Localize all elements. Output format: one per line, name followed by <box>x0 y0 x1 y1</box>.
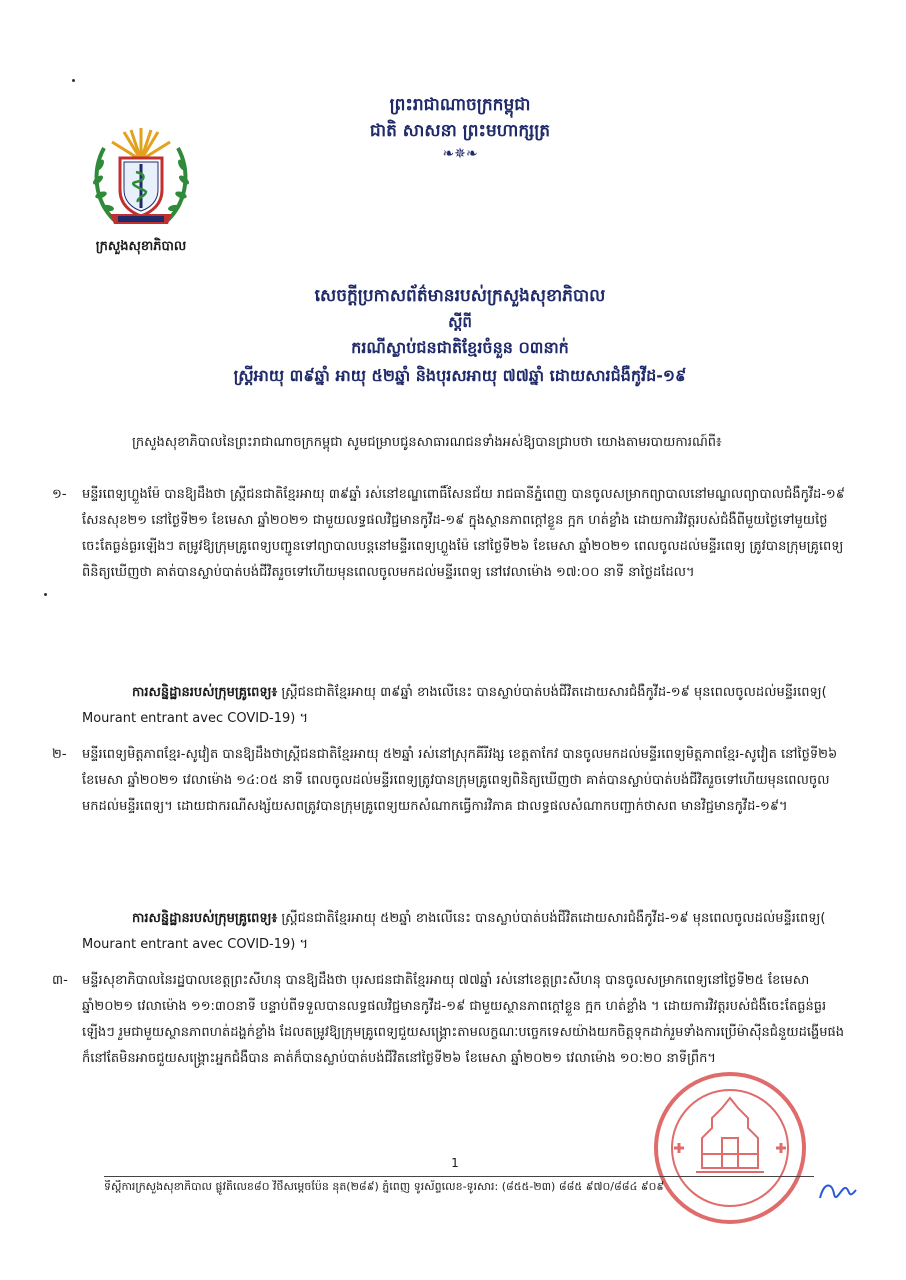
ornament-glyph: ❧✵❧ <box>442 146 478 162</box>
item-text: មន្ទីរពេទ្យមិត្តភាពខ្មែរ-សូវៀត បានឱ្យដឹងថាស្ត្រីជនជាតិខ្មែរអាយុ ៥២ឆ្នាំ រស់នៅស្រុកគីរីវង្ស ខេត្តតាកែវ បានចូលមកដល់មន្ទីរពេទ្យមិត្តភាពខ្មែរ-សូវៀត នៅថ្ងៃទី២៦ ខែមេសា ឆ្នាំ២០២១ វេលាម៉ោង ១៤:០៥ នាទី ពេលចូលដល់មន្ទីរពេទ្យត្រូវបានក្រុមគ្រូពេទ្យពិនិត្យឃើញថា គាត់បានស្លាប់បាត់បង់ជីវិតរួចទៅហើយមុនពេលចូលមកដល់មន្ទីរពេទ្យ។ ដោយជាករណីសង្ស័យសពត្រូវបានក្រុមគ្រូពេទ្យយកសំណាកធ្វើការវិភាគ ជាលទ្ធផលសំណាកបញ្ជាក់ថាសព មានវិជ្ជមានកូវីដ-១៩។ <box>82 747 838 814</box>
official-seal <box>650 1068 810 1228</box>
national-motto: ជាតិ សាសនា ព្រះមហាក្សត្រ <box>369 121 551 141</box>
ministry-label: ក្រសួងសុខាភិបាល <box>95 239 187 254</box>
scan-speck <box>72 79 75 82</box>
document-title: សេចក្តីប្រកាសព័ត៌មានរបស់ក្រសួងសុខាភិបាល <box>314 286 606 306</box>
conclusion-label: ការសន្និដ្ឋានរបស់ក្រុមគ្រូពេទ្យ៖ <box>132 685 278 700</box>
conclusion-text: ស្ត្រីជនជាតិខ្មែរអាយុ ៥២ឆ្នាំ ខាងលើនេះ បានស្លាប់បាត់បង់ជីវិតដោយសារជំងឺកូវីដ-១៩ មុនពេលចូលដល់មន្ទីរពេទ្យ( Mourant entrant avec COVID-19) ។ <box>82 911 826 952</box>
item-text: មន្ទីរពេទ្យហ្លួងម៉ែ បានឱ្យដឹងថា ស្ត្រីជនជាតិខ្មែរអាយុ ៣៩ឆ្នាំ រស់នៅខណ្ឌពោធិ៍សែនជ័យ រាជធានីភ្នំពេញ បានចូលសម្រាកព្យាបាលនៅមណ្ឌលព្យាបាលជំងឺកូវីដ-១៩ សែនសុខ២១ នៅថ្ងៃទី២១ ខែមេសា ឆ្នាំ២០២១ ជាមួយលទ្ធផលវិជ្ជមានកូវីដ-១៩ ក្នុងស្ថានភាពក្តៅខ្លួន ក្អក ហត់ខ្លាំង ដោយការវិវត្តរបស់ជំងឺពីមួយថ្ងៃទៅមួយថ្ងៃចេះតែធ្ងន់ធ្ងរឡើងៗ តម្រូវឱ្យក្រុមគ្រូពេទ្យបញ្ជូនទៅព្យាបាលបន្តនៅមន្ទីរពេទ្យហ្លួងម៉ែ នៅថ្ងៃទី២៦ ខែមេសា ឆ្នាំ២០២១ ពេលចូលដល់មន្ទីរពេទ្យ ត្រូវបានក្រុមគ្រូពេទ្យពិនិត្យឃើញថា គាត់បានស្លាប់បាត់បង់ជីវិតរួចទៅហើយមុនពេលចូលមកដល់មន្ទីរពេទ្យ នៅវេលាម៉ោង ១៧:០០ នាទី នាថ្ងៃដដែល។ <box>82 487 845 580</box>
intro-paragraph: ក្រសួងសុខាភិបាលនៃព្រះរាជាណាចក្រកម្ពុជា សូមជម្រាបជូនសាធារណជនទាំងអស់ឱ្យបានជ្រាបថា យោងតាមរបាយការណ៍ពី៖ <box>132 435 722 450</box>
report-item-3 <box>52 968 852 1072</box>
item-number: ២- <box>52 747 67 762</box>
conclusion-2 <box>82 906 852 958</box>
item-number: ៣- <box>52 973 68 988</box>
item-text: មន្ទីរសុខាភិបាលនៃរដ្ឋបាលខេត្តព្រះសីហនុ បានឱ្យដឹងថា បុរសជនជាតិខ្មែរអាយុ ៧៧ឆ្នាំ រស់នៅខេត្តព្រះសីហនុ បានចូលសម្រាកពេទ្យនៅថ្ងៃទី២៥ ខែមេសា ឆ្នាំ២០២១ វេលាម៉ោង ១១:៣០នាទី បន្ទាប់ពីទទួលបានលទ្ធផលវិជ្ជមានកូវីដ-១៩ ជាមួយស្ថានភាពក្តៅខ្លួន ក្អក ហត់ខ្លាំង ។ ដោយការវិវត្តរបស់ជំងឺចេះតែធ្ងន់ធ្ងរឡើងៗ រួមជាមួយស្ថានភាពហត់ដង្ហក់ខ្លាំង ដែលតម្រូវឱ្យក្រុមគ្រូពេទ្យជួយសង្គ្រោះតាមលក្ខណៈបច្ចេកទេសយ៉ាងយកចិត្តទុកដាក់រួមទាំងការប្រើម៉ាស៊ីនជំនួយដង្ហើមផង ក៏នៅតែមិនអាចជួយសង្គ្រោះអ្នកជំងឺបាន គាត់ក៏បានស្លាប់បាត់បង់ជីវិតនៅថ្ងៃទី២៦ ខែមេសា ឆ្នាំ២០២១ វេលាម៉ោង ១០:២០ នាទីព្រឹក។ <box>82 973 845 1066</box>
document-subject-detail: ស្ត្រីអាយុ ៣៩ឆ្នាំ អាយុ ៥២ឆ្នាំ និងបុរសអាយុ ៧៧ឆ្នាំ ដោយសារជំងឺកូវីដ-១៩ <box>233 366 687 385</box>
page-number: 1 <box>451 1156 459 1170</box>
scan-speck <box>44 593 47 596</box>
kingdom-title: ព្រះរាជាណាចក្រកម្ពុជា <box>389 95 531 115</box>
conclusion-label: ការសន្និដ្ឋានរបស់ក្រុមគ្រូពេទ្យ៖ <box>132 911 278 926</box>
document-subject: ករណីស្លាប់ជនជាតិខ្មែរចំនួន ០៣នាក់ <box>351 338 569 357</box>
item-number: ១- <box>52 487 67 502</box>
footer-divider <box>104 1176 814 1177</box>
national-header <box>300 92 620 164</box>
ministry-emblem <box>86 120 196 235</box>
footer-address: ទីស្តីការក្រសួងសុខាភិបាល ផ្លូវតិលេខ៨០ វិថីសម្តេចប៉ែន នុត(២៨៩) ភ្នំពេញ ទូរស័ព្ទលេខ-ទូរសារ: (៨៥៥-២៣) ៨៨៥ ៩៧០/៨៨៤ ៩០៩ <box>104 1180 665 1193</box>
conclusion-text: ស្ត្រីជនជាតិខ្មែរអាយុ ៣៩ឆ្នាំ ខាងលើនេះ បានស្លាប់បាត់បង់ជីវិតដោយសារជំងឺកូវីដ-១៩ មុនពេលចូលដល់មន្ទីរពេទ្យ( Mourant entrant avec COVID-19) ។ <box>82 685 827 726</box>
document-title-block <box>110 282 810 390</box>
report-item-1 <box>52 482 852 586</box>
document-subject-label: ស្តីពី <box>448 313 472 331</box>
report-item-2 <box>52 742 852 820</box>
conclusion-1 <box>82 680 852 732</box>
